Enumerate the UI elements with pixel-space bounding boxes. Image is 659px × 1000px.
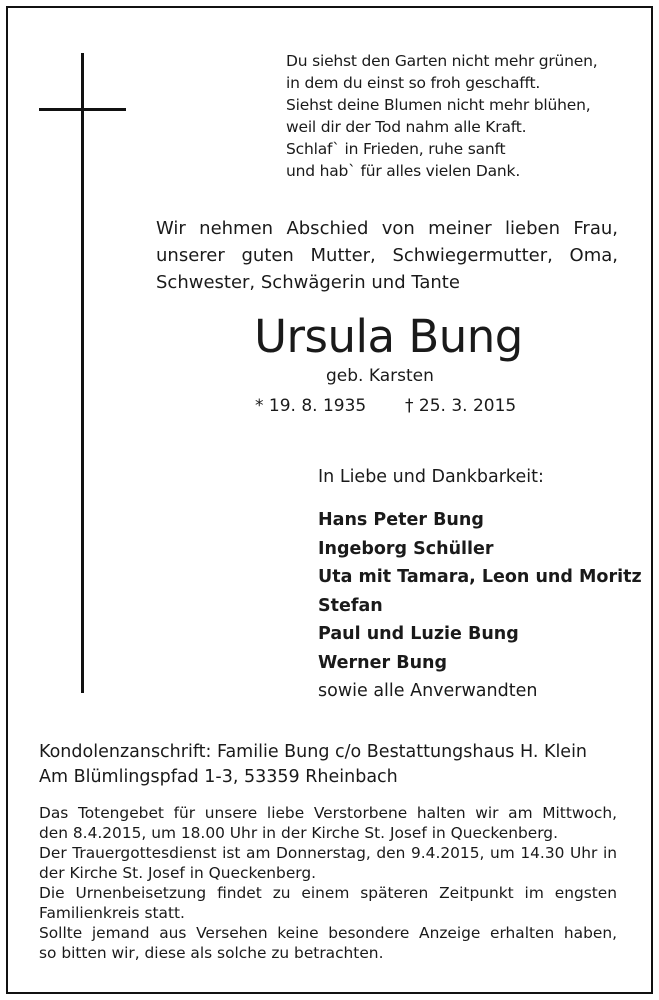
notice-line: Familienkreis statt. — [39, 904, 185, 922]
death-date: † 25. 3. 2015 — [405, 396, 517, 416]
poem-line: Du siehst den Garten nicht mehr grünen, — [286, 52, 598, 70]
mourner-name: Hans Peter Bung — [318, 510, 484, 530]
intro-line: Schwester, Schwägerin und Tante — [156, 272, 460, 293]
mourners-list — [318, 506, 642, 706]
intro-line: Wir nehmen Abschied von meiner lieben Frau, — [156, 218, 618, 239]
mourners-closing: sowie alle Anverwandten — [318, 681, 538, 701]
mourner-name: Ingeborg Schüller — [318, 538, 494, 559]
maiden-name: geb. Karsten — [326, 366, 434, 386]
notice-line: Der Trauergottesdienst ist am Donnerstag, den 9.4.2015, um 14.30 Uhr in — [39, 844, 617, 862]
service-notice — [39, 803, 617, 963]
cross-horizontal-bar — [39, 108, 126, 111]
notice-line: Sollte jemand aus Versehen keine besondere Anzeige erhalten haben, — [39, 924, 617, 942]
condolence-line: Am Blümlingspfad 1-3, 53359 Rheinbach — [39, 767, 398, 787]
poem — [286, 50, 597, 182]
poem-line: Schlaf` in Frieden, ruhe sanft — [286, 140, 506, 158]
notice-line: Die Urnenbeisetzung findet zu einem späteren Zeitpunkt im engsten — [39, 884, 617, 902]
poem-line: weil dir der Tod nahm alle Kraft. — [286, 118, 527, 136]
poem-line: und hab` für alles vielen Dank. — [286, 162, 521, 180]
notice-line: Das Totengebet für unsere liebe Verstorbene halten wir am Mittwoch, — [39, 804, 617, 822]
intro-line: unserer guten Mutter, Schwiegermutter, Oma, — [156, 245, 618, 266]
notice-line: so bitten wir, diese als solche zu betrachten. — [39, 944, 384, 962]
mourner-name: Stefan — [318, 595, 383, 616]
farewell-intro — [156, 215, 618, 296]
mourner-name: Werner Bung — [318, 652, 448, 673]
poem-line: in dem du einst so froh geschafft. — [286, 74, 541, 92]
thanks-line: In Liebe und Dankbarkeit: — [318, 467, 544, 487]
birth-date: * 19. 8. 1935 — [255, 396, 367, 416]
poem-line: Siehst deine Blumen nicht mehr blühen, — [286, 96, 591, 114]
notice-line: den 8.4.2015, um 18.00 Uhr in der Kirche St. Josef in Queckenberg. — [39, 824, 558, 842]
condolence-address — [39, 740, 587, 790]
condolence-line: Kondolenzanschrift: Familie Bung c/o Bestattungshaus H. Klein — [39, 742, 588, 762]
deceased-name: Ursula Bung — [254, 310, 523, 363]
cross-vertical-bar — [81, 53, 84, 693]
mourner-name: Paul und Luzie Bung — [318, 624, 519, 644]
mourner-name: Uta mit Tamara, Leon und Moritz — [318, 567, 642, 587]
notice-line: der Kirche St. Josef in Queckenberg. — [39, 864, 317, 882]
